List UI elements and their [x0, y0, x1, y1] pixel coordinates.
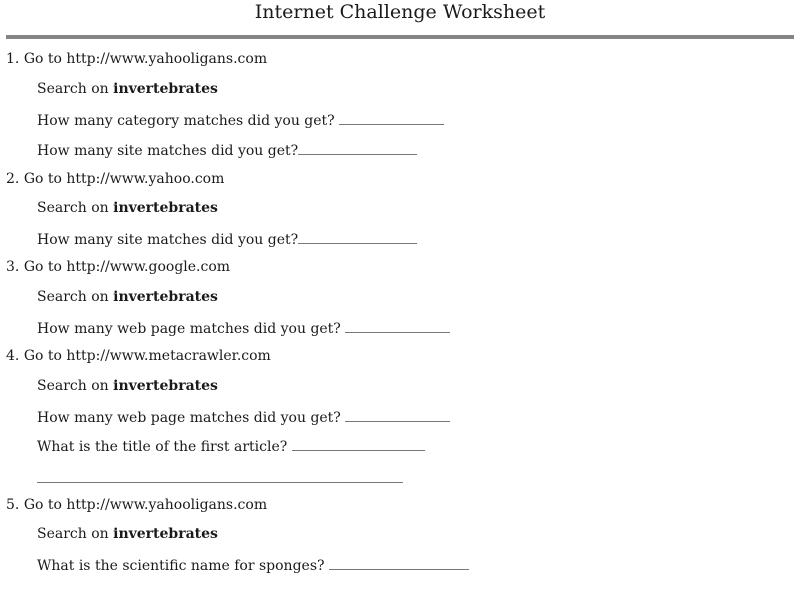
search-label: Search on	[37, 378, 114, 394]
search-term: invertebrates	[113, 526, 218, 542]
step-5-search	[37, 525, 218, 543]
question-text: How many site matches did you get?	[37, 232, 299, 248]
answer-blank-continuation[interactable]	[37, 482, 403, 483]
step-2-goto	[6, 170, 224, 188]
search-term: invertebrates	[113, 81, 218, 97]
goto-label: Go to	[23, 51, 67, 67]
title-divider	[6, 35, 794, 39]
step-3-question-1	[37, 318, 450, 338]
search-term: invertebrates	[113, 378, 218, 394]
step-3-goto	[6, 258, 230, 276]
question-text: How many web page matches did you get?	[37, 321, 346, 337]
step-2-question-1	[37, 229, 417, 249]
step-1-goto	[6, 50, 267, 68]
search-term: invertebrates	[113, 200, 218, 216]
step-4-question-1	[37, 407, 450, 427]
step-number: 4.	[6, 348, 20, 364]
answer-blank[interactable]	[339, 110, 444, 125]
question-text: How many web page matches did you get?	[37, 410, 346, 426]
question-text: How many category matches did you get?	[37, 113, 340, 129]
step-number: 5.	[6, 497, 20, 513]
step-2-search	[37, 199, 218, 217]
question-text: What is the title of the first article?	[37, 439, 292, 455]
step-url: http://www.metacrawler.com	[66, 348, 271, 364]
goto-label: Go to	[23, 348, 67, 364]
step-4-search	[37, 377, 218, 395]
goto-label: Go to	[23, 497, 67, 513]
step-5-goto	[6, 496, 267, 514]
step-1-question-2	[37, 140, 417, 160]
step-number: 3.	[6, 259, 20, 275]
step-url: http://www.google.com	[66, 259, 231, 275]
step-3-search	[37, 288, 218, 306]
answer-blank[interactable]	[298, 229, 417, 244]
step-url: http://www.yahooligans.com	[66, 51, 268, 67]
step-5-question-1	[37, 555, 469, 575]
question-text: What is the scientific name for sponges?	[37, 558, 329, 574]
step-4-question-2	[37, 436, 425, 456]
step-4-goto	[6, 347, 271, 365]
step-url: http://www.yahooligans.com	[66, 497, 268, 513]
step-url: http://www.yahoo.com	[66, 171, 225, 187]
search-term: invertebrates	[113, 289, 218, 305]
search-label: Search on	[37, 289, 114, 305]
search-label: Search on	[37, 81, 114, 97]
step-number: 1.	[6, 51, 20, 67]
answer-blank[interactable]	[292, 436, 425, 451]
answer-blank[interactable]	[329, 555, 469, 570]
step-1-search	[37, 80, 218, 98]
search-label: Search on	[37, 526, 114, 542]
answer-blank[interactable]	[345, 407, 450, 422]
question-text: How many site matches did you get?	[37, 143, 299, 159]
step-1-question-1	[37, 110, 444, 130]
answer-blank[interactable]	[298, 140, 417, 155]
worksheet-title: Internet Challenge Worksheet	[254, 1, 546, 23]
search-label: Search on	[37, 200, 114, 216]
step-number: 2.	[6, 171, 20, 187]
goto-label: Go to	[23, 259, 67, 275]
answer-blank[interactable]	[345, 318, 450, 333]
goto-label: Go to	[23, 171, 67, 187]
